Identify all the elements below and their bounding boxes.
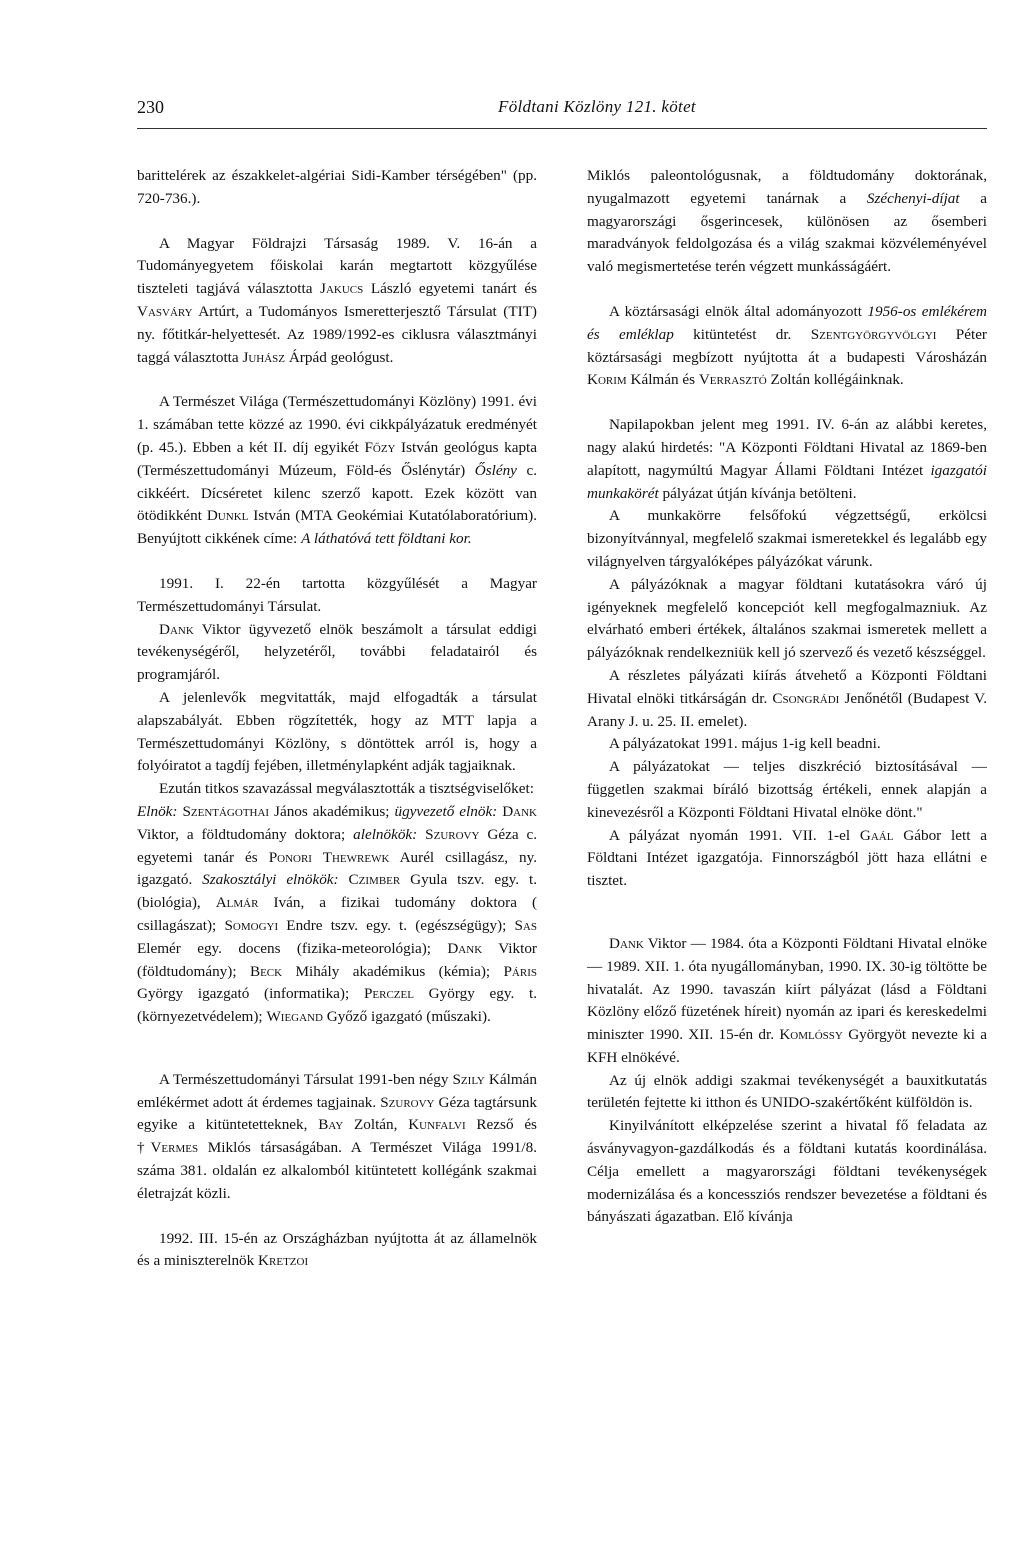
person-name: Wiegand [266,1008,323,1026]
person-name: Kunfalvi [408,1116,466,1134]
paragraph: barittelérek az északkelet-algériai Sidi-Kamber térségében" (pp. 720-736.). [137,167,537,207]
person-name: Szily [452,1070,485,1088]
article-title: Őslény [474,461,517,479]
person-name: Czimber [348,871,401,889]
person-name: Almár [215,894,259,912]
person-name: Kretzoi [258,1252,309,1270]
person-name: Csongrádi [772,689,840,707]
page-number: 230 [137,97,164,117]
person-name: Szentgyörgyvölgyi [810,325,937,343]
paragraph: A részletes pályázati kiírás átvehető a Központi Földtani Hivatal elnöki titkárságán dr. Csongrádi Jenőnétől (Budapest V. Arany J. u. 25. II. emelet). [587,666,987,730]
paragraph: Dank Viktor ügyvezető elnök beszámolt a társulat eddigi tevékenységéről, helyzetéről, további feladatairól és programjáról. [137,620,537,684]
right-column [587,165,987,1229]
running-title: Földtani Közlöny 121. kötet [498,97,696,116]
paragraph: Napilapokban jelent meg 1991. IV. 6-án az alábbi keretes, nagy alakú hirdetés: "A Központi Földtani Hivatal az 1869-ben alapított, nagymúltú Magyar Állami Földtani Intézet igazgatói munkakörét pályázat útján kívánja betölteni. [587,416,987,502]
person-name: Páris [503,962,537,980]
person-name: Dank [502,802,538,820]
paragraph: 1992. III. 15-én az Országházban nyújtotta át az államelnök és a miniszterelnök Kretzoi [137,1229,537,1270]
person-name: Szurovy [425,825,480,843]
person-name: Somogyi [224,916,279,934]
award-name: Széchenyi-díjat [866,189,960,207]
paragraph: Az új elnök addigi szakmai tevékenységét a bauxitkutatás területén fejtette ki itthon és UNIDO-szakértőként külföldön is. [587,1071,987,1112]
paragraph: A pályázóknak a magyar földtani kutatásokra váró új igényeknek megfelelő koncepciót kell megfogalmazniuk. Az elvárható emberi értékek, általános szakmai ismeretek mellett a pályázóknak rendelkezniük kell jó szervező és vezető készséggel. [587,575,987,662]
person-name: Főzy [364,438,396,456]
person-name: Korim [587,371,627,389]
person-name: Gaál [859,826,894,844]
paragraph: A Természet Világa (Természettudományi Közlöny) 1991. évi 1. számában tette közzé az 1990. évi cikkpályázatuk eredményét (p. 45.). Ebben a két II. díj egyikét Főzy István geológus kapta (Természettudományi Múzeum, Föld-és Őslénytár) Őslény c. cikkéért. Dícséretet kilenc szerző kapott. Ezek között van ötödikként Dunkl István (MTA Geokémiai Kutatólaboratórium). Benyújtott cikkének címe: A láthatóvá tett földtani kor. [137,393,537,548]
paragraph: A jelenlevők megvitatták, majd elfogadták a társulat alapszabályát. Ebben rögzítették, hogy az MTT lapja a Természettudományi Közlöny, s döntöttek arról is, hogy a folyóiratot a tagdíj fejében, illetménylapként adják tagjaiknak. [137,688,537,775]
paragraph: Ezután titkos szavazással megválasztották a tisztségviselőket: [159,780,534,798]
person-name: Bay [318,1116,344,1134]
paragraph: Elnök: Szentágothai János akadémikus; ügyvezető elnök: Dank Viktor, a földtudomány doktora; alelnökök: Szurovy Géza c. egyetemi tanár és Ponori Thewrewk Aurél csillagász, ny. igazgató. Szakosztályi elnökök: Czimber Gyula tszv. egy. t. (biológia), Almár Iván, a fizikai tudomány doktora ( csillagászat); Somogyi Endre tszv. egy. t. (egészségügy); Sas Elemér egy. docens (fizika-meteorológia); Dank Viktor (földtudomány); Beck Mihály akadémikus (kémia); Páris György igazgató (informatika); Perczel György egy. t. (környezetvédelem); Wiegand Győző igazgató (műszaki). [137,802,538,1026]
paragraph: A munkakörre felsőfokú végzettségű, erkölcsi bizonyítvánnyal, megfelelő szakmai ismeretekkel és legalább egy világnyelven tárgyalóképes pályázókat várunk. [587,507,987,570]
person-name: Ponori Thewrewk [268,848,390,866]
paragraph: A Magyar Földrajzi Társaság 1989. V. 16-án a Tudományegyetem főiskolai karán megtartott közgyűlése tiszteleti tagjává választotta Jakucs László egyetemi tanárt és Vasváry Artúrt, a Tudományos Ismeretterjesztő Társulat (TIT) ny. főtitkár-helyettesét. Az 1989/1992-es ciklusra választmányi taggá választotta Juhász Árpád geológust. [137,234,537,366]
award-name: 1956-os emlékérem és emléklap [587,302,987,343]
person-name: Beck [249,962,283,980]
header-rule [137,128,987,129]
person-name: Komlóssy [779,1026,843,1044]
paragraph: Dank Viktor — 1984. óta a Központi Földtani Hivatal elnöke — 1989. XII. 1. óta nyugállományban, 1990. IX. 30-ig töltötte be hivatalát. Az 1990. tavaszán kiírt pályázat (lásd a Földtani Közlöny előző füzetének híreit) nyomán az ipari és kereskedelmi miniszter 1990. XII. 15-én dr. Komlóssy Györgyöt nevezte ki a KFH elnökévé. [587,934,987,1066]
person-name: Jakucs [320,280,364,298]
person-name: Szurovy [380,1093,435,1111]
person-name: Szentágothai [182,802,270,820]
paragraph: 1991. I. 22-én tartotta közgyűlését a Magyar Természettudományi Társulat. [137,574,537,615]
person-name: Verrasztó [698,371,767,389]
person-name: Perczel [363,985,414,1003]
person-name: Dank [609,934,644,952]
left-column [137,165,537,1273]
person-name: Juhász [242,348,286,366]
article-title: A láthatóvá tett földtani kor. [301,530,472,548]
page-header [137,97,987,131]
paragraph: A köztársasági elnök által adományozott 1956-os emlékérem és emléklap kitüntetést dr. Szentgyörgyvölgyi Péter köztársasági megbízott nyújtotta át a budapesti Városházán Korim Kálmán és Verrasztó Zoltán kollégáinknak. [587,302,987,389]
person-name: Dank [447,939,483,957]
person-name: Vermes [150,1139,199,1157]
person-name: Dank [159,620,194,638]
paragraph: A pályázatokat 1991. május 1-ig kell beadni. [609,735,881,753]
paragraph: Miklós paleontológusnak, a földtudomány doktorának, nyugalmazott egyetemi tanárnak a Széchenyi-díjat a magyarországi ősgerincesek, különösen az ősemberi maradványok feldolgozása és a világ szakmai közvéleményével való megismertetése terén végzett munkásságáért. [587,167,987,276]
paragraph: A pályázat nyomán 1991. VII. 1-el Gaál Gábor lett a Földtani Intézet igazgatója. Finnországból jött haza ellátni e tisztet. [587,826,987,890]
paragraph: A Természettudományi Társulat 1991-ben négy Szily Kálmán emlékérmet adott át érdemes tagjainak. Szurovy Géza tagtársunk egyike a kitüntetetteknek, Bay Zoltán, Kunfalvi Rezső és †Vermes Miklós társaságában. A Természet Világa 1991/8. száma 381. oldalán ez alkalomból kitüntetett kollégánk szakmai életrajzát közli. [137,1070,538,1202]
paragraph: A pályázatokat — teljes diszkréció biztosításával — független szakmai bíráló bizottság értékeli, ennek alapján a kinevezésről a Központi Földtani Hivatal elnöke dönt." [587,758,987,821]
person-name: Dunkl [206,507,249,525]
paragraph: Kinyilvánított elképzelése szerint a hivatal fő feladata az ásványvagyon-gazdálkodás és a földtani kutatás koordinálása. Célja emellett a magyarországi földtani tevékenységek modernizálása és a koncessziós rendszer bevezetése a földtani és bányászati ágazatban. Elő kívánja [587,1117,987,1226]
person-name: Vasváry [137,302,193,320]
person-name: Sas [514,916,537,934]
